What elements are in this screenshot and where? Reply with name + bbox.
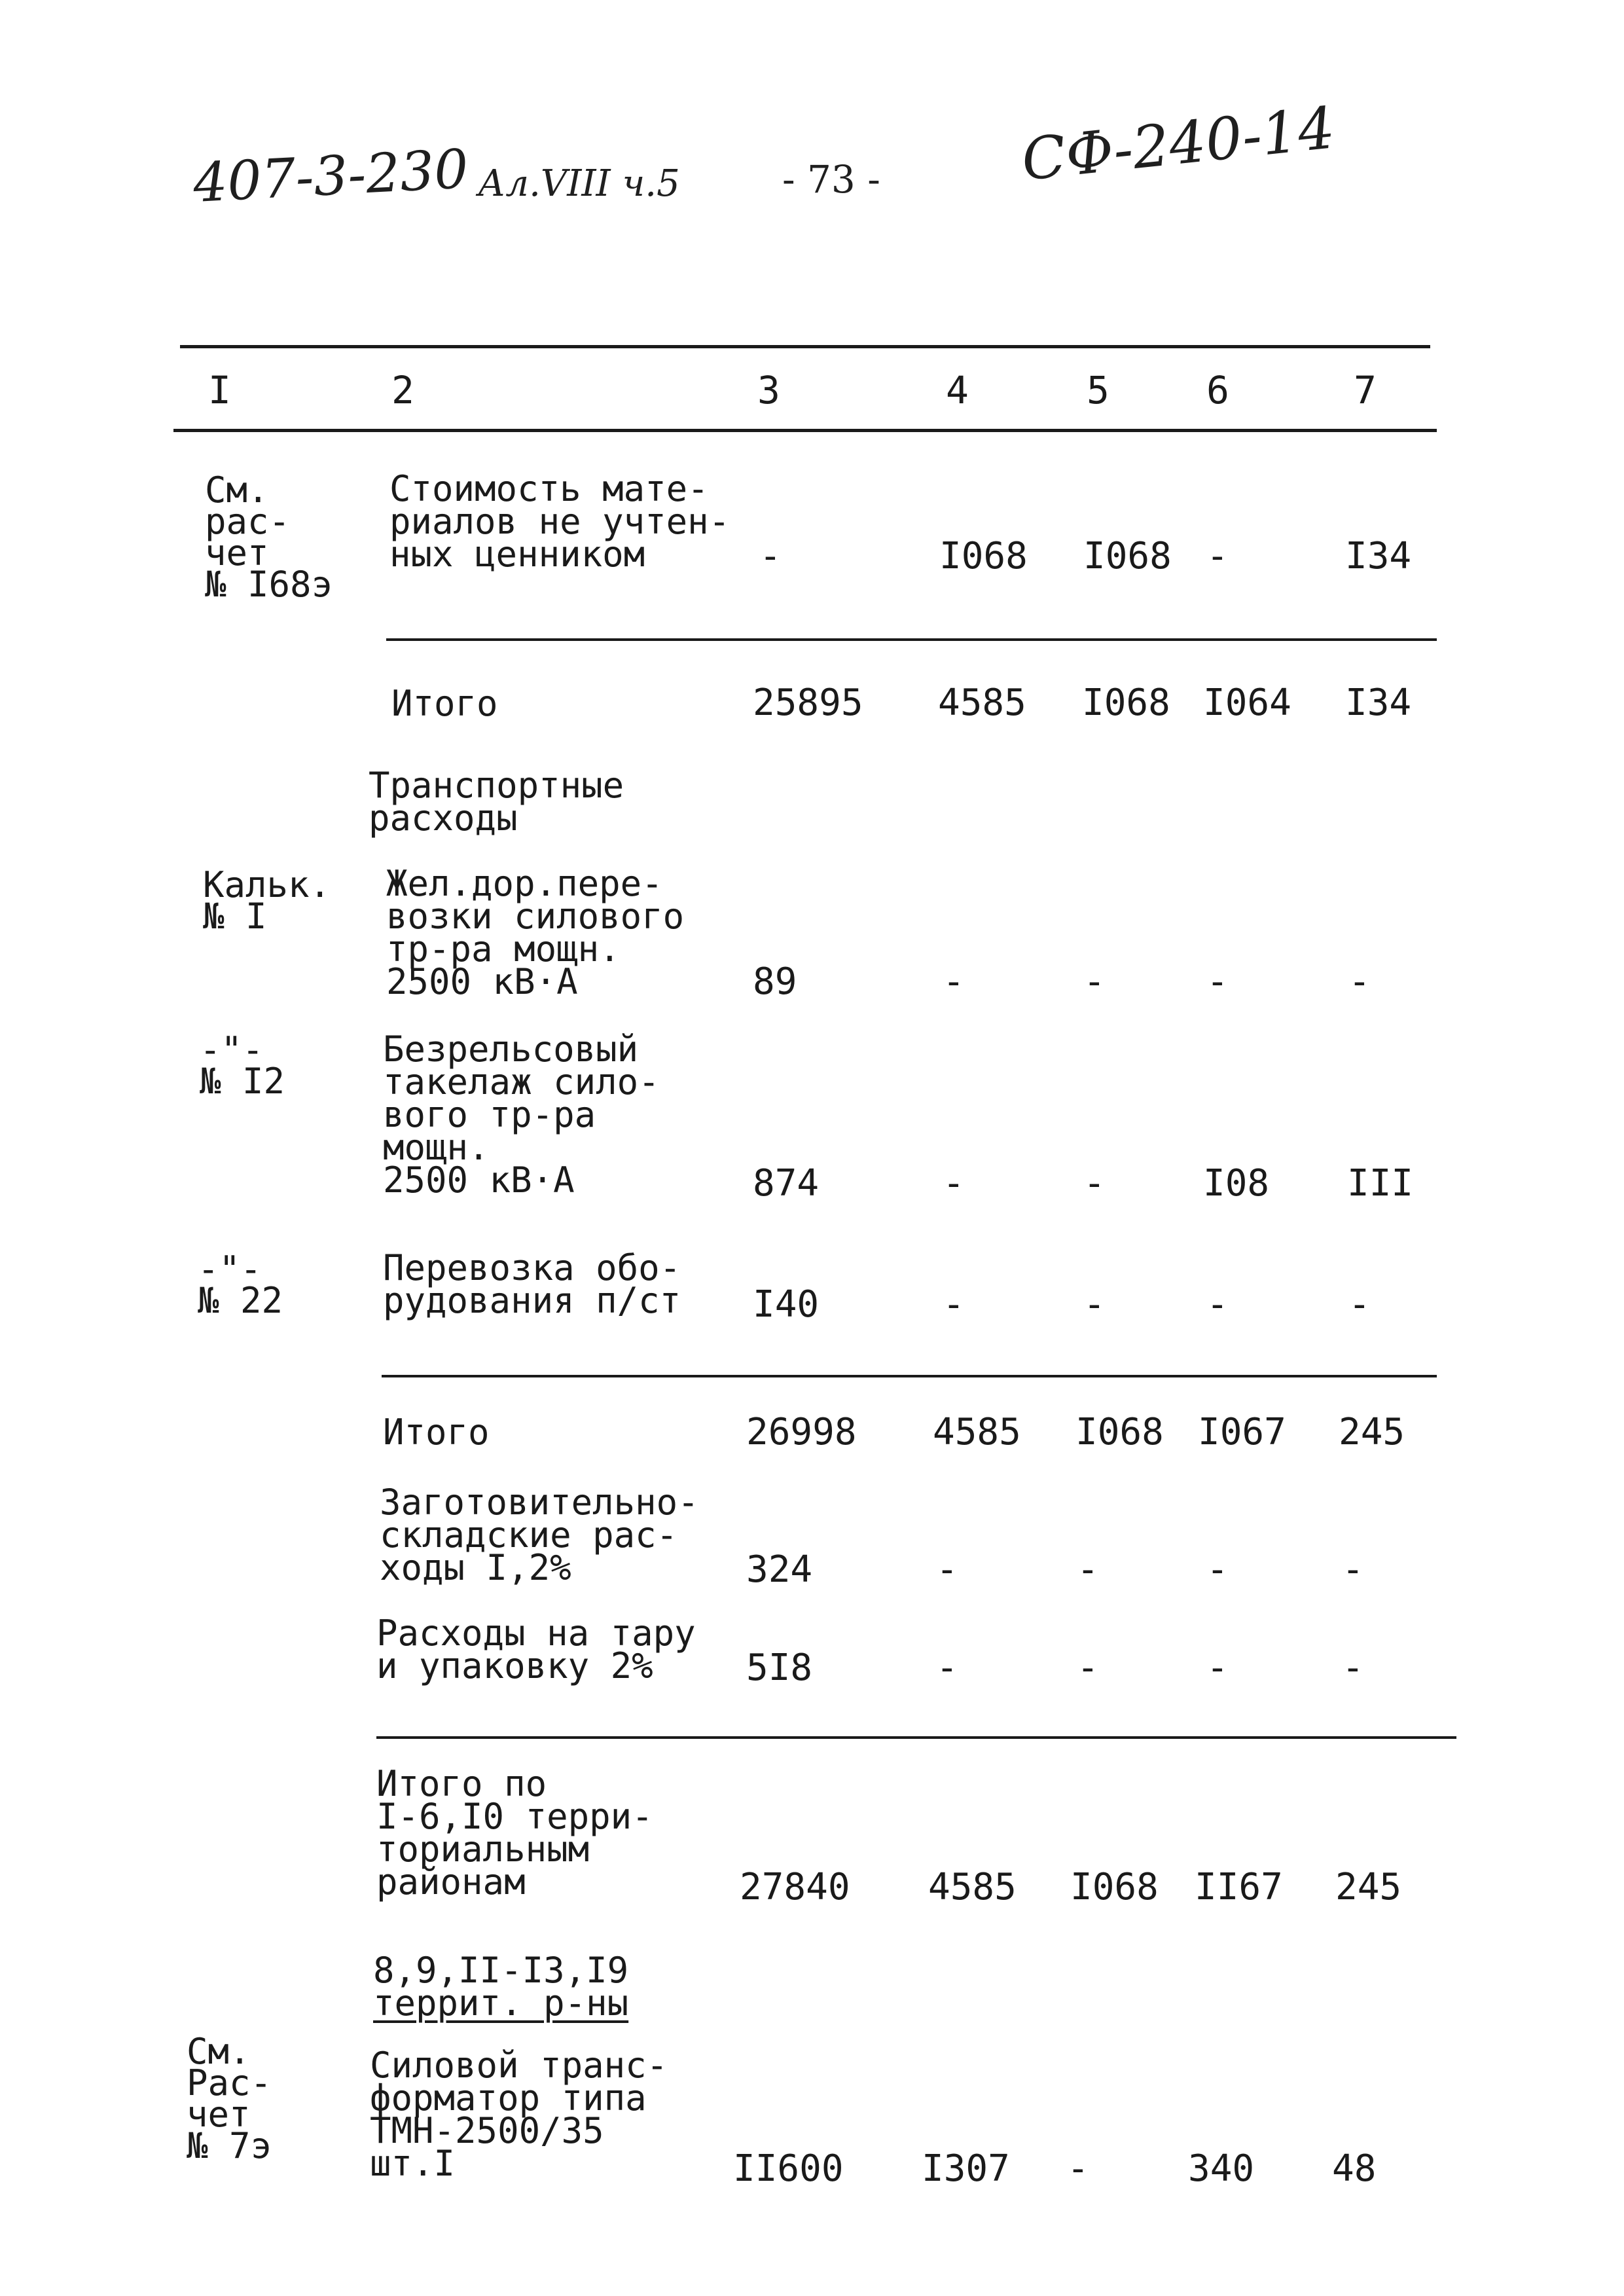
row-desc-total-3: Итого по I-6,I0 терри- ториальным районам <box>376 1763 653 1903</box>
row-desc-rail: Жел.дор.пере- возки силового тр-ра мощн. 2500 кВ·А <box>386 863 685 1002</box>
cell-total-1-c4: 4585 <box>938 682 1026 724</box>
cell-total-1-c5: I068 <box>1082 682 1170 724</box>
cell-rail-c3: 89 <box>753 960 797 1003</box>
cell-equipment-c4: - <box>943 1283 965 1326</box>
cell-rigging-c6: I08 <box>1203 1162 1270 1205</box>
column-header-3: 3 <box>757 368 780 412</box>
cell-equipment-c5: - <box>1083 1283 1106 1326</box>
cell-total-3-c6: II67 <box>1195 1866 1283 1908</box>
row-desc-equipment: Перевозка обо- рудования п/ст <box>383 1247 681 1321</box>
cell-total-3-c4: 4585 <box>928 1866 1017 1908</box>
cell-transformer-c7: 48 <box>1332 2147 1377 2190</box>
table-header-rule <box>173 429 1437 432</box>
subtotal-rule-2 <box>382 1375 1437 1377</box>
row-desc-rigging: Безрельсовый такелаж сило- вого тр-ра мощн. 2500 кВ·А <box>383 1029 660 1201</box>
cell-transformer-c3: II600 <box>733 2147 844 2190</box>
row-ref-rail: Кальк. № I <box>203 864 331 937</box>
row-ref-equipment: -"- № 22 <box>198 1248 283 1321</box>
album-reference: Ал.VIII ч.5 <box>478 162 680 205</box>
cell-rail-c4: - <box>943 960 965 1003</box>
cell-materials-c3: - <box>759 535 782 577</box>
cell-rail-c5: - <box>1083 960 1106 1003</box>
column-header-1: I <box>208 368 231 412</box>
cell-rigging-c7: III <box>1347 1162 1414 1205</box>
cell-total-3-c5: I068 <box>1070 1866 1159 1908</box>
column-header-7: 7 <box>1354 368 1377 412</box>
cell-rail-c6: - <box>1206 960 1229 1003</box>
cell-total-2-c6: I067 <box>1198 1411 1286 1453</box>
cell-materials-c5: I068 <box>1083 535 1172 577</box>
cell-total-2-c7: 245 <box>1339 1411 1405 1453</box>
cell-equipment-c3: I40 <box>753 1283 820 1326</box>
cell-transformer-c6: 340 <box>1188 2147 1255 2190</box>
cell-total-3-c7: 245 <box>1335 1866 1402 1908</box>
cell-packaging-c7: - <box>1342 1647 1364 1689</box>
transport-costs-heading: Транспортные расходы <box>369 765 624 839</box>
cell-packaging-c4: - <box>936 1647 958 1689</box>
row-ref-transformer: См. Рас- чет № 7э <box>187 2031 272 2166</box>
row-desc-total-1: Итого <box>391 683 498 724</box>
row-desc-packaging: Расходы на тару и упаковку 2% <box>376 1613 696 1686</box>
cell-transformer-c5: - <box>1067 2147 1089 2190</box>
column-header-2: 2 <box>391 368 414 412</box>
districts-subheading-line1: 8,9,II-I3,I9 <box>373 1950 629 1991</box>
page-number: - 73 - <box>782 157 880 202</box>
cell-packaging-c6: - <box>1206 1647 1229 1689</box>
cell-procurement-c7: - <box>1342 1548 1364 1591</box>
row-desc-procurement: Заготовительно- складские рас- ходы I,2% <box>380 1482 699 1588</box>
cell-transformer-c4: I307 <box>922 2147 1010 2190</box>
column-header-4: 4 <box>946 368 969 412</box>
cell-rigging-c5: - <box>1083 1162 1106 1205</box>
cell-procurement-c3: 324 <box>746 1548 813 1591</box>
cell-rigging-c3: 874 <box>753 1162 820 1205</box>
row-desc-total-2: Итого <box>383 1412 490 1453</box>
cell-packaging-c3: 5I8 <box>746 1647 813 1689</box>
cell-rail-c7: - <box>1348 960 1371 1003</box>
cell-total-2-c3: 26998 <box>746 1411 857 1453</box>
row-ref-materials: См. рас- чет № I68э <box>205 469 333 605</box>
cell-total-1-c3: 25895 <box>753 682 863 724</box>
row-ref-rigging: -"- № I2 <box>200 1029 285 1102</box>
cell-equipment-c7: - <box>1348 1283 1371 1326</box>
cell-total-3-c3: 27840 <box>740 1866 850 1908</box>
subtotal-rule-1 <box>386 638 1437 641</box>
cell-materials-c4: I068 <box>939 535 1028 577</box>
cell-materials-c7: I34 <box>1345 535 1412 577</box>
row-desc-transformer: Силовой транс- форматор типа ТМН-2500/35 шт.I <box>370 2045 668 2184</box>
sheet-code: СФ-240-14 <box>1018 94 1338 194</box>
cell-total-2-c5: I068 <box>1075 1411 1164 1453</box>
row-desc-materials: Стоимость мате- риалов не учтен- ных ценником <box>389 468 731 575</box>
table-top-rule <box>180 345 1430 348</box>
column-header-6: 6 <box>1206 368 1229 412</box>
cell-packaging-c5: - <box>1077 1647 1099 1689</box>
cell-procurement-c4: - <box>936 1548 958 1591</box>
cell-total-1-c7: I34 <box>1345 682 1412 724</box>
cell-materials-c6: - <box>1206 535 1229 577</box>
column-header-5: 5 <box>1087 368 1110 412</box>
cell-procurement-c6: - <box>1206 1548 1229 1591</box>
document-code: 407-3-230 <box>191 138 470 215</box>
cell-procurement-c5: - <box>1077 1548 1099 1591</box>
subtotal-rule-3 <box>376 1736 1456 1739</box>
cell-rigging-c4: - <box>943 1162 965 1205</box>
districts-subheading-line2: террит. р-ны <box>373 1982 629 2024</box>
cell-equipment-c6: - <box>1206 1283 1229 1326</box>
cell-total-2-c4: 4585 <box>933 1411 1021 1453</box>
cell-total-1-c6: I064 <box>1203 682 1291 724</box>
